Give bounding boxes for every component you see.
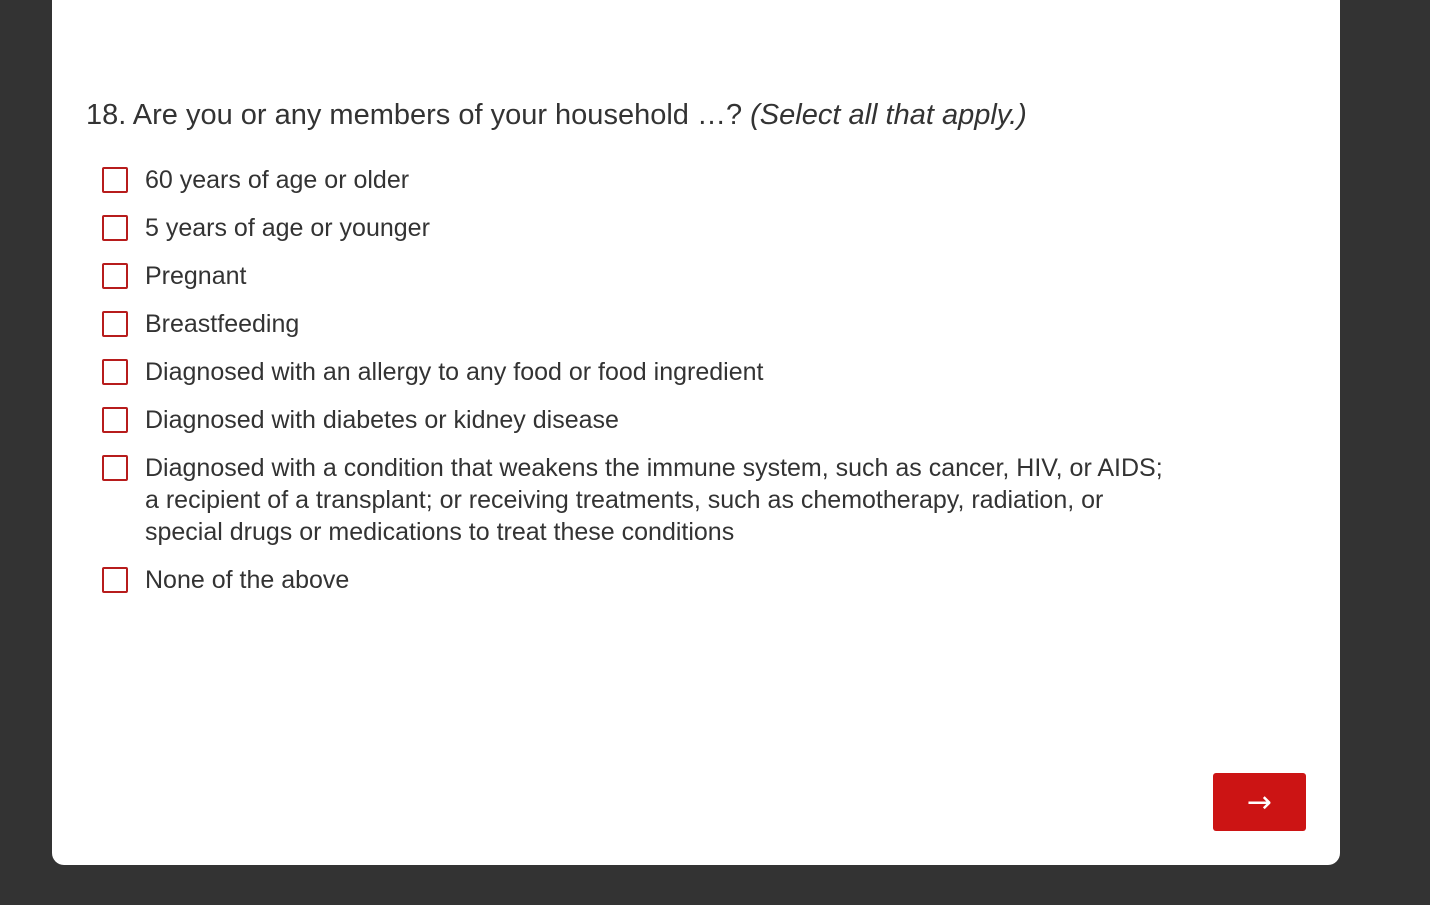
option-5-or-younger[interactable] [102,212,1202,244]
checkbox[interactable] [102,311,128,337]
survey-card [52,0,1340,865]
option-immune-condition[interactable] [102,452,1202,548]
options-list [102,164,1202,596]
checkbox[interactable] [102,167,128,193]
question-hint: (Select all that apply.) [750,99,1027,131]
question-title: 18. Are you or any members of your household …? [86,99,751,131]
arrow-right-icon: → [1246,784,1273,820]
option-label: None of the above [145,566,350,594]
question-text [86,96,1286,134]
checkbox[interactable] [102,359,128,385]
option-breastfeeding[interactable] [102,308,1202,340]
option-label: Breastfeeding [145,310,300,338]
option-label: Diagnosed with diabetes or kidney disease [145,406,619,434]
option-60-or-older[interactable] [102,164,1202,196]
next-button[interactable] [1213,773,1306,831]
option-diabetes-kidney[interactable] [102,404,1202,436]
option-label: 60 years of age or older [145,166,410,194]
option-label: Diagnosed with a condition that weakens the immune system, such as cancer, HIV, or AIDS; a recipient of a transplant; or receiving treatments, such as chemotherapy, radiation, or special drugs or medications to treat these conditions [145,454,1163,546]
option-none-of-the-above[interactable] [102,564,1202,596]
option-label: Diagnosed with an allergy to any food or food ingredient [145,358,764,386]
option-food-allergy[interactable] [102,356,1202,388]
checkbox[interactable] [102,567,128,593]
option-label: 5 years of age or younger [145,214,430,242]
checkbox[interactable] [102,263,128,289]
checkbox[interactable] [102,455,128,481]
checkbox[interactable] [102,407,128,433]
option-label: Pregnant [145,262,247,290]
checkbox[interactable] [102,215,128,241]
option-pregnant[interactable] [102,260,1202,292]
